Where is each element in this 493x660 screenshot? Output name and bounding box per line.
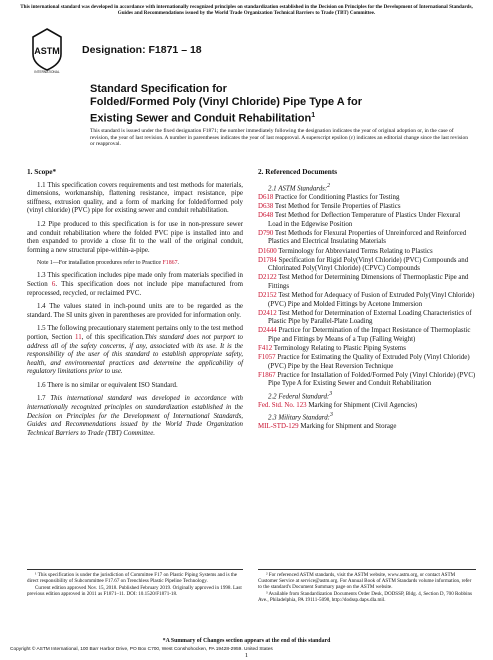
reference-link[interactable]: D618	[258, 193, 274, 201]
link-section-6[interactable]: 6	[51, 280, 56, 288]
paragraph-1-2: 1.2 Pipe produced to this specification is for use in non-pressure sewer and conduit rehabilitation where the folded PVC pipe is installed into and then expanded to provide a close fit to the wall of the original conduit, forming a new structural pipe-within-a-pipe.	[27, 220, 243, 254]
designation: Designation: F1871 – 18	[82, 44, 202, 56]
reference-link[interactable]: F412	[258, 345, 273, 353]
note-1: Note 1—For installation procedures refer to Practice F1867.	[37, 260, 180, 267]
title-line: Folded/Formed Poly (Vinyl Chloride) Pipe Type A for	[90, 96, 362, 108]
reference-link[interactable]: Fed. Std. No. 123	[258, 401, 307, 409]
reference-item: D1600 Terminology for Abbreviated Terms Relating to Plastics	[258, 247, 433, 255]
federal-standard-subhead: 2.2 Federal Standard:$^3$	[268, 390, 333, 400]
reference-item: D638 Test Method for Tensile Properties of Plastics	[258, 203, 401, 211]
reference-link[interactable]: D1784	[258, 256, 277, 264]
reference-item: D648 Test Method for Deflection Temperature of Plastics Under Flexural Load in the Edgewise Position	[258, 212, 461, 228]
reference-item: D2412 Test Method for Determination of External Loading Characteristics of Plastic Pipe by Parallel-Plate Loading	[258, 309, 472, 326]
footnotes-left	[27, 569, 243, 598]
reference-item: MIL-STD-129 Marking for Shipment and Storage	[258, 423, 397, 431]
reference-item: D2122 Test Method for Determining Dimensions of Thermoplastic Pipe and Fittings	[258, 274, 469, 290]
paragraph-1-5: 1.5 The following precautionary statement pertains only to the test method portion, Section 11, of this specification.This standard does not purport to address all of the safety concerns, if any, associated with its use. It is the responsibility of the user of this standard to establish appropriate safety, health, and environmental practices and determine the applicability of regulatory limitations prior to use.	[27, 325, 243, 376]
military-standard-subhead: 2.3 Military Standard:$^3$	[268, 412, 333, 422]
title-line: Standard Specification for	[90, 83, 227, 95]
reference-link[interactable]: MIL-STD-129	[258, 423, 299, 431]
reference-item: D618 Practice for Conditioning Plastics for Testing	[258, 193, 400, 201]
link-f1867[interactable]: F1867	[162, 260, 178, 267]
reference-item: F412 Terminology Relating to Plastic Piping Systems	[258, 345, 406, 353]
reference-item: F1867 Practice for Installation of Folded/Formed Poly (Vinyl Chloride) (PVC) Pipe Type A for Existing Sewer and Conduit Rehabilitation	[258, 371, 476, 388]
reference-item: D790 Test Methods for Flexural Properties of Unreinforced and Reinforced Plastics and Electrical Insulating Materials	[258, 229, 467, 246]
title-line: Existing Sewer and Conduit Rehabilitation$^1$	[90, 112, 316, 125]
referenced-documents-heading: 2. Referenced Documents	[258, 167, 338, 176]
paragraph-1-1: 1.1 This specification covers requirements and test methods for materials, dimensions, workmanship, flattening resistance, impact resistance, pipe stiffness, extrusion quality, and a form of marking for folded/formed poly (vinyl chloride) (PVC) pipe for existing sewer and conduit rehabilitation.	[27, 181, 243, 215]
issued-note: This standard is issued under the fixed designation F1871; the number immediately following the designation indicates the year of original adoption or, in the case of revision, the year of last revision. A number in parentheses indicates the year of last reapproval. A superscript epsilon (ε) indicates an editorial change since the last revision or reapproval.	[90, 128, 469, 148]
reference-item: Fed. Std. No. 123 Marking for Shipment (Civil Agencies)	[258, 401, 418, 409]
reference-link[interactable]: D648	[258, 212, 274, 220]
reference-link[interactable]: D1600	[258, 247, 277, 255]
reference-list	[258, 194, 476, 389]
summary-of-changes-note: *A Summary of Changes section appears at the end of this standard	[162, 638, 331, 644]
reference-link[interactable]: F1867	[258, 371, 276, 379]
paragraph-1-6: 1.6 There is no similar or equivalent ISO Standard.	[37, 381, 178, 389]
document-title	[90, 83, 362, 126]
scope-heading: 1. Scope*	[27, 167, 57, 176]
reference-link[interactable]: F1057	[258, 354, 276, 362]
astm-logo-icon	[30, 28, 64, 74]
paragraph-1-3: 1.3 This specification includes pipe made only from materials specified in Section 6. This specification does not include pipe manufactured from reprocessed, recycled, or reclaimed PVC.	[27, 272, 243, 297]
page-number: 1	[244, 652, 249, 659]
reference-link[interactable]: D2122	[258, 274, 277, 282]
right-column	[258, 168, 476, 433]
reference-link[interactable]: D790	[258, 229, 274, 237]
reference-item: F1057 Practice for Estimating the Quality of Extruded Poly (Vinyl Chloride) (PVC) Pipe by the Heat Reversion Technique	[258, 354, 470, 370]
link-section-11[interactable]: 11	[75, 333, 82, 341]
reference-item: D2152 Test Method for Adequacy of Fusion of Extruded Poly(Vinyl Chloride) (PVC) Pipe and Molded Fittings by Acetone Immersion	[258, 292, 475, 308]
footnote: ² For referenced ASTM standards, visit the ASTM website, www.astm.org, or contact ASTM Customer Service at service@astm.org. For Annual Book of ASTM Standards volume information, refer to the standard's Document Summary page on the ASTM website.	[258, 572, 472, 591]
left-column	[27, 168, 243, 443]
footnote: ¹ This specification is under the jurisdiction of Committee F17 on Plastic Piping Systems and is the direct responsibility of Subcommittee F17.67 on Trenchless Plastic Pipeline Technology.	[27, 572, 238, 585]
svg-text:INTERNATIONAL: INTERNATIONAL	[34, 70, 60, 74]
footnote: ³ Available from Standardization Documents Order Desk, DODSSP, Bldg. 4, Section D, 700 Robbins Ave., Philadelphia, PA 19111-5098, http://dodssp.daps.dla.mil.	[258, 591, 473, 604]
reference-item: D1784 Specification for Rigid Poly(Vinyl Chloride) (PVC) Compounds and Chlorinated Poly(Vinyl Chloride) (CPVC) Compounds	[258, 256, 469, 273]
svg-text:ASTM: ASTM	[34, 46, 60, 56]
paragraph-1-7: 1.7 This international standard was developed in accordance with internationally recognized principles on standardization established in the Decision on Principles for the Development of International Standards, Guides and Recommendations issued by the World Trade Organization Technical Barriers to Trade (TBT) Committee.	[27, 395, 243, 437]
footnote: Current edition approved Nov. 15, 2018. Published February 2019. Originally approved in 1998. Last previous edition approved in 2011 as F1871–11. DOI: 10.1520/F1871-18.	[27, 585, 242, 598]
reference-link[interactable]: D2412	[258, 309, 277, 317]
reference-link[interactable]: D2444	[258, 327, 277, 335]
footnotes-right	[258, 569, 476, 604]
header-note: This international standard was developed in accordance with internationally recognized principles on standardization established in the Decision on Principles for the Development of International Standards, Guides and Recommendations issued by the World Trade Organization Technical Barriers to Trade (TBT) Committee.	[20, 4, 473, 17]
astm-standards-subhead: 2.1 ASTM Standards:$^2$	[268, 182, 331, 192]
paragraph-1-4: 1.4 The values stated in inch-pound units are to be regarded as the standard. The SI units given in parentheses are provided for information only.	[27, 303, 243, 319]
copyright-line: Copyright © ASTM International, 100 Barr Harbor Drive, PO Box C700, West Conshohocken, PA 19428-2959. United States	[10, 647, 273, 652]
reference-link[interactable]: D638	[258, 203, 274, 211]
reference-item: D2444 Practice for Determination of the Impact Resistance of Thermoplastic Pipe and Fittings by Means of a Tup (Falling Weight)	[258, 327, 471, 343]
reference-link[interactable]: D2152	[258, 292, 277, 300]
